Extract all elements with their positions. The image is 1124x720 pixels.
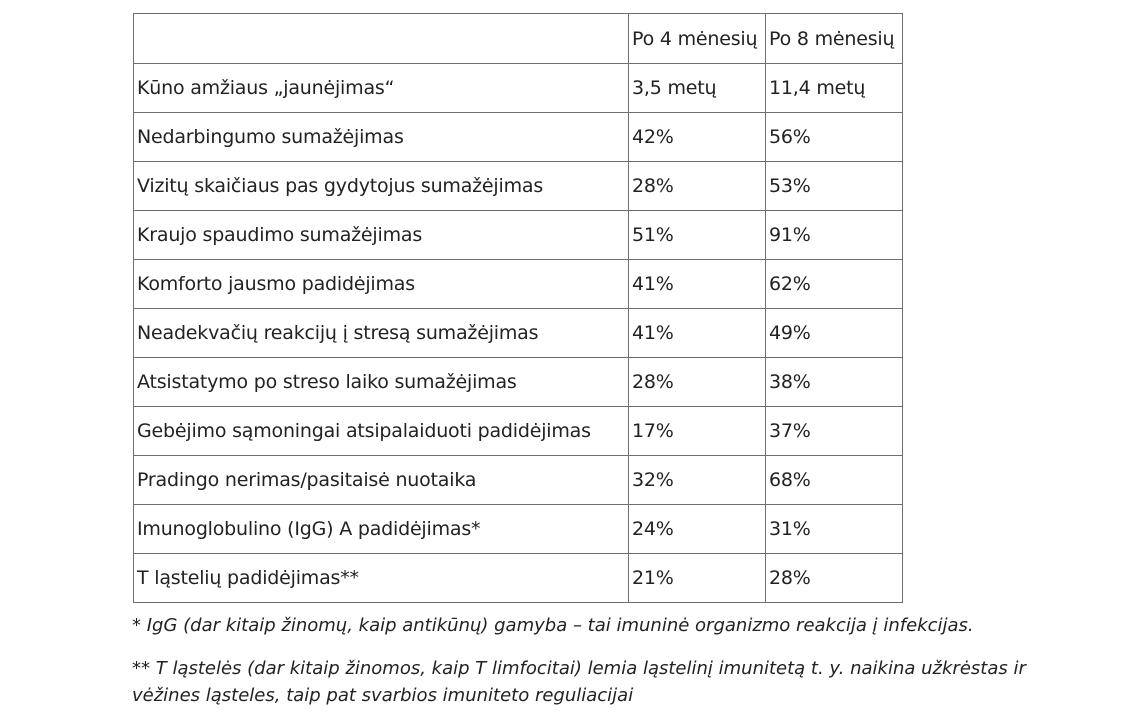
table-row [134, 456, 903, 505]
results-table [133, 13, 903, 603]
table-row [134, 113, 903, 162]
value-8-months: 56% [766, 113, 903, 162]
table-row [134, 309, 903, 358]
footnote-igg: * IgG (dar kitaip žinomų, kaip antikūnų) gamyba – tai imuninė organizmo reakcija į infekcijas. [132, 615, 974, 636]
row-label: Kraujo spaudimo sumažėjimas [134, 211, 629, 260]
value-4-months: 28% [629, 162, 766, 211]
header-cell-8-months: Po 8 mėnesių [766, 14, 903, 64]
table-header-row [134, 14, 903, 64]
value-4-months: 42% [629, 113, 766, 162]
value-4-months: 28% [629, 358, 766, 407]
table-row [134, 260, 903, 309]
footnotes [132, 612, 1092, 709]
row-label: Neadekvačių reakcijų į stresą sumažėjimas [134, 309, 629, 358]
value-8-months: 68% [766, 456, 903, 505]
value-8-months: 38% [766, 358, 903, 407]
value-8-months: 37% [766, 407, 903, 456]
value-8-months: 91% [766, 211, 903, 260]
table-row [134, 358, 903, 407]
row-label: Kūno amžiaus „jaunėjimas“ [134, 64, 629, 113]
table-row [134, 505, 903, 554]
table-row [134, 554, 903, 603]
table-row [134, 407, 903, 456]
row-label: Pradingo nerimas/pasitaisė nuotaika [134, 456, 629, 505]
value-8-months: 62% [766, 260, 903, 309]
table-row [134, 211, 903, 260]
value-8-months: 11,4 metų [766, 64, 903, 113]
value-4-months: 41% [629, 260, 766, 309]
footnote-t-cells: ** T ląstelės (dar kitaip žinomos, kaip T limfocitai) lemia ląstelinį imunitetą t. y. naikina užkrėstas ir vėžines ląsteles, taip pat svarbios imuniteto reguliacijai [132, 658, 1026, 706]
value-8-months: 49% [766, 309, 903, 358]
value-4-months: 51% [629, 211, 766, 260]
value-8-months: 53% [766, 162, 903, 211]
header-cell-empty [134, 14, 629, 64]
value-4-months: 17% [629, 407, 766, 456]
table-row [134, 162, 903, 211]
table-row [134, 64, 903, 113]
row-label: Atsistatymo po streso laiko sumažėjimas [134, 358, 629, 407]
row-label: T ląstelių padidėjimas** [134, 554, 629, 603]
value-4-months: 32% [629, 456, 766, 505]
value-4-months: 21% [629, 554, 766, 603]
row-label: Imunoglobulino (IgG) A padidėjimas* [134, 505, 629, 554]
header-cell-4-months: Po 4 mėnesių [629, 14, 766, 64]
value-4-months: 24% [629, 505, 766, 554]
row-label: Gebėjimo sąmoningai atsipalaiduoti padidėjimas [134, 407, 629, 456]
row-label: Komforto jausmo padidėjimas [134, 260, 629, 309]
row-label: Nedarbingumo sumažėjimas [134, 113, 629, 162]
value-8-months: 28% [766, 554, 903, 603]
value-8-months: 31% [766, 505, 903, 554]
row-label: Vizitų skaičiaus pas gydytojus sumažėjimas [134, 162, 629, 211]
value-4-months: 3,5 metų [629, 64, 766, 113]
value-4-months: 41% [629, 309, 766, 358]
